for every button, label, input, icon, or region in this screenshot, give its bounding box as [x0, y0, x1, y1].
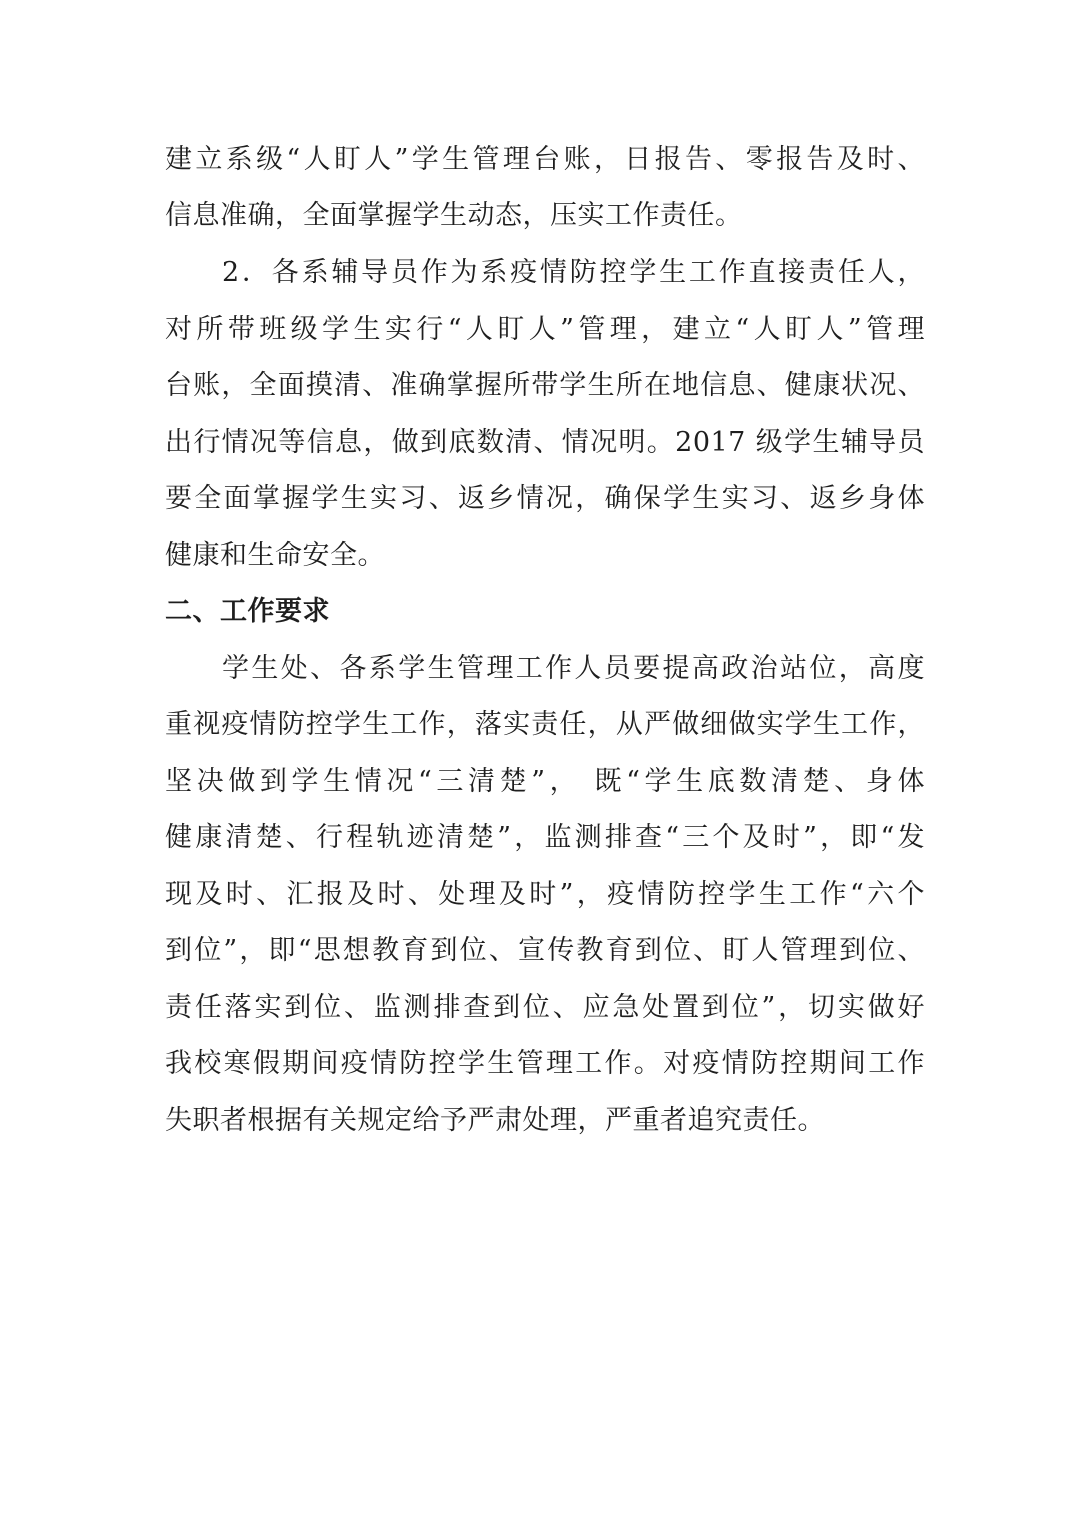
text-line: 健康清楚、行程轨迹清楚”，监测排查“三个及时”，即“发 — [165, 822, 925, 853]
text-line: 重视疫情防控学生工作，落实责任，从严做细做实学生工作， — [165, 709, 925, 740]
text-line: 到位”，即“思想教育到位、宣传教育到位、盯人管理到位、 — [165, 935, 925, 966]
text-line: 失职者根据有关规定给予严肃处理，严重者追究责任。 — [165, 1105, 825, 1136]
text-line: 责任落实到位、监测排查到位、应急处置到位”，切实做好 — [165, 992, 925, 1023]
text-line: 现及时、汇报及时、处理及时”，疫情防控学生工作“六个 — [165, 879, 925, 910]
text-line: 出行情况等信息，做到底数清、情况明。2017 级学生辅导员 — [165, 427, 925, 458]
text-line: 要全面掌握学生实习、返乡情况，确保学生实习、返乡身体 — [165, 483, 925, 514]
section-heading: 二、工作要求 — [165, 596, 330, 627]
text-line: 对所带班级学生实行“人盯人”管理，建立“人盯人”管理 — [165, 314, 925, 345]
text-line: 健康和生命安全。 — [165, 540, 385, 571]
text-line: 台账，全面摸清、准确掌握所带学生所在地信息、健康状况、 — [165, 370, 925, 401]
text-line: 信息准确，全面掌握学生动态，压实工作责任。 — [165, 200, 743, 231]
text-line: 我校寒假期间疫情防控学生管理工作。对疫情防控期间工作 — [165, 1048, 925, 1079]
text-line: 建立系级“人盯人”学生管理台账，日报告、零报告及时、 — [165, 144, 925, 175]
text-line: 坚决做到学生情况“三清楚”， 既“学生底数清楚、身体 — [165, 766, 925, 797]
text-line: 2．各系辅导员作为系疫情防控学生工作直接责任人， — [222, 257, 925, 288]
text-line: 学生处、各系学生管理工作人员要提高政治站位，高度 — [222, 653, 925, 684]
